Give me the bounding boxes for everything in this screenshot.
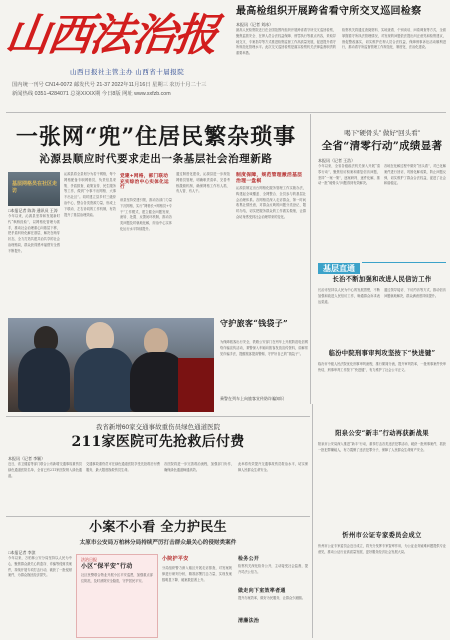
lead-inset-photo xyxy=(8,172,60,206)
divider xyxy=(6,416,310,417)
lead-side-title-2[interactable]: 制度保障，规范管理激活基层治理一盘棋 xyxy=(236,172,303,184)
guard-caption: 乘警在列车上向旅客宣传防诈骗知识 xyxy=(220,396,284,401)
lead-text-col2: 沁源县将全县划分为若干网格，每个网格配备专职网格员，负责信息采集、矛盾排查、政策宣传、民生服务等工作，做到“小事不出网格、大事不出社区”。同时建立县乡村三级综治中心，整合各类资源力量，形成上下联动、左右协同的工作机制，有效提升了基层治理效能。 xyxy=(64,172,116,217)
police-headline[interactable]: 小案不小看 全力护民生 xyxy=(89,520,227,535)
police-bottom-title-1[interactable]: 检务公开 xyxy=(238,556,260,562)
base-direct-item-1-text-2: 通过领导接访、下访约访等方式，推动信访问题就地解决，群众满意度持续提升。 xyxy=(384,288,446,298)
masthead xyxy=(2,4,224,100)
police-bottom-title-3[interactable]: 清廉法治 xyxy=(238,618,260,624)
right-story-1-headline[interactable]: 全省“清零行动”成绩显著 xyxy=(321,140,443,152)
base-direct-item-4[interactable]: 忻州市公证专家委员会成立 xyxy=(342,532,422,539)
lead-side-title-1[interactable]: 党建+网格，部门联动充实综治中心实体化运行 xyxy=(120,174,169,191)
lead-byline: □本报记者 陈涛 通讯员 王涛 xyxy=(8,208,58,213)
top-right-text-col2: 检察机关将通过查阅资料、实地查看、个别谈话、问卷调查等方式，全面掌握看守所执法管理情况，对发现的问题依法提出纠正意见和检察建议，督促整改落实，切实维护在押人员合法权益，保障刑事诉讼活动顺利进行，推动看守所监督管理工作规范化、制度化、法治化建设。 xyxy=(342,28,446,50)
base-direct-item-1[interactable]: 长治不断加强和改进人民信访工作 xyxy=(332,276,432,283)
police-text-col4: 提升办案效率，做好为民服务，让群众少跑腿。 xyxy=(238,596,305,600)
base-direct-item-2-text: 临汾市中级人民法院优化刑事审判流程，推行繁简分流，提升审判效率，一批刑事案件快审快结，刑事审判工作按下“快进键”，有力维护了社会公平正义。 xyxy=(318,362,446,372)
base-direct-header xyxy=(318,256,446,273)
hospital-headline[interactable]: 211家医院可先抢救后付费 xyxy=(71,434,245,450)
police-byline: □本报记者 李滨 xyxy=(8,550,36,555)
lead-text-col1: 今年以来，沁源县坚持和发展新时代“枫桥经验”，以网格化管理为抓手，推动社会治理重心向基层下移，把矛盾纠纷化解在基层、解决在萌芽状态，全力打造共建共治共享的社会治理格局，群众获得感幸福感安全感不断提升。 xyxy=(8,214,60,253)
police-subhead: 太原市公安局万柏林分局持续严厉打击群众最关心的侵财类案件 xyxy=(79,540,237,546)
photo-red-banner xyxy=(178,358,214,412)
column-divider xyxy=(310,114,311,404)
hospital-text-col2: 交通事故重伤员可在绿色通道医院享受先抢救后付费服务，最大限度挽救伤员生命。 xyxy=(86,462,160,472)
base-direct-item-2[interactable]: 临汾中院刑事审判攻坚按下“快进键” xyxy=(328,350,436,357)
hospital-text-col3: 各医院将进一步完善救治流程，加强部门协作，确保绿色通道畅通高效。 xyxy=(164,462,234,472)
police-bottom-title-2[interactable]: 做走向下室效率者通 xyxy=(238,588,286,594)
hospital-kicker: 我省新增60家交通事故重伤员绿色通道医院 xyxy=(95,424,221,431)
column-divider-lower xyxy=(312,404,313,638)
base-direct-tag: 基层直通 xyxy=(318,263,360,274)
hospital-text-col4: 此举将有效提升交通事故伤员救治水平，切实保障人民群众生命安全。 xyxy=(238,462,308,472)
photo-person-body-2 xyxy=(74,348,134,412)
guard-headline[interactable]: 守护旅客“钱袋子” xyxy=(220,318,288,328)
police-text-col1: 今年以来，万柏林公安分局坚持以人民为中心，聚焦群众最关心的盗窃、诈骗等侵财类案件，持续开展专项打击行动，破获了一批侵财案件，为群众挽回经济损失。 xyxy=(8,556,72,578)
divider xyxy=(6,516,310,517)
right-story-1-text-col2: 各地在化解过程中做好“回头看”，对已化解案件进行回访，巩固化解成果，防止问题反弹，切实维护了群众合法权益，促进了社会和谐稳定。 xyxy=(384,164,446,186)
base-direct-rule xyxy=(362,262,446,263)
newspaper-logo[interactable]: 山西法治报 xyxy=(2,10,220,61)
lead-text-col3: 该县坚持党建引领，推动各部门力量下沉网格，实行“网格长+网格员+专干”工作模式，建立健全问题发现、流转、处置、反馈闭环机制，推动各类问题及时就地化解，综治中心实体化运行水平持续提升。 xyxy=(120,198,172,231)
police-side-kicker: 法治日报 xyxy=(81,557,97,562)
police-side-sub[interactable]: 小区“保平安”行动 xyxy=(81,563,133,570)
masthead-info-line-2: 新闻热线 0351-4284071 总第XXXX期 今日8版 网址 www.sxfzb.com xyxy=(12,91,171,97)
inset-label: 基层网格员在社区走访 xyxy=(12,181,58,194)
guard-text: 为保障旅客出行安全，铁路公安部门在列车上开展防范电信网络诈骗宣传活动，乘警深入车厢向旅客发放宣传资料，讲解常见诈骗手法，提醒旅客提高警惕，守护好自己的“钱袋子”。 xyxy=(220,340,308,356)
photo-person-head-3 xyxy=(144,328,168,354)
lead-text-col5: 沁源县制定出台网格化服务管理工作实施办法，构建起全域覆盖、全网整合、全员参与的基层社会治理体系。各网格员深入走访群众，第一时间收集社情民意，对群众反映的问题分类登记、限时办结，切实把服务群众的工作做实做细，让群众切身感受到社会治理带来的变化。 xyxy=(236,186,306,219)
lead-subhead: 沁源县顺应时代要求走出一条基层社会治理新路 xyxy=(39,153,273,165)
top-right-headline[interactable]: 最高检组织开展跨省看守所交叉巡回检察 xyxy=(236,6,422,17)
right-story-1-text-col1: 今年以来，全省各级政法机关深入开展“清零行动”，聚焦信访积案和重复信访问题，坚持“一案一策”，逐案研判、逐件化解，推动一批“硬骨头”问题得到有效解决。 xyxy=(318,164,380,186)
right-story-1-byline: 本报讯（记者 王浩） xyxy=(318,158,356,163)
lead-text-col4: 通过制度化建设，沁源县进一步规范网格员管理，明确职责清单，完善考核激励机制，确保网格工作有人抓、有人管、有人干。 xyxy=(176,172,230,194)
masthead-info-line-1: 国内统一刊号 CN14-0072 邮发代号 21-37 2022年11月16日 星期三 农历十月二十三 xyxy=(12,82,207,88)
base-direct-item-1-text-1: 长治市坚持以人民为中心的发展思想，不断加强和改进人民信访工作，畅通群众诉求表达渠道。 xyxy=(318,288,380,304)
hospital-text-col1: 近日，省卫健委等部门联合公布新增交通事故重伤员绿色通道医院名单，全省已有211家医院纳入绿色通道。 xyxy=(8,462,82,478)
police-text-col2: 分局组织警力深入辖区开展走访排查，对发案规律进行研判分析，精准部署打击力量，实现发案数明显下降、破案数显著上升。 xyxy=(162,566,232,582)
hospital-byline: 本报讯（记者 李颖） xyxy=(8,456,46,461)
top-right-text-col1: 最高人民检察院近日在全国范围内组织开展跨省看守所交叉巡回检察，聚焦监管安全、在押人员合法权益保障、刑罚执行等重点内容，采取异地交叉、专案指导等方式推进检察监督工作高质量发展，促进提升看守所规范化管理水平。此次交叉巡回检察是落实检察机关法律监督职责的重要举措。 xyxy=(236,28,336,56)
divider xyxy=(6,112,446,113)
right-story-1-kicker: 喝下“硬骨头” 做好“回头看” xyxy=(344,130,420,137)
base-direct-item-3-text: 阳泉市公安局深入推进“新丰”行动，重拳打击各类违法犯罪活动，破获一批刑事案件，抓获一批犯罪嫌疑人，有力震慑了违法犯罪分子，保障了人民群众生命财产安全。 xyxy=(318,442,446,452)
police-side-title[interactable]: 小院护平安 xyxy=(162,556,189,562)
lead-headline[interactable]: 一张网“兜”住居民繁杂琐事 xyxy=(15,124,297,150)
masthead-subtitle: 山西日报社主管主办 山西省十届报院 xyxy=(70,69,185,76)
base-direct-item-3[interactable]: 阳泉公安“新丰”行动再获新战果 xyxy=(335,430,429,437)
lead-photo[interactable] xyxy=(8,318,214,412)
police-text-col3: 检察机关深化检务公开，主动接受社会监督，提升司法公信力。 xyxy=(238,564,308,574)
base-direct-item-4-text: 忻州市公证专家委员会近日成立，将充分发挥专家智库作用，为公证业务疑难问题提供专业意见，推动公证行业高质量发展，更好服务经济社会发展大局。 xyxy=(318,544,446,554)
police-sidebar-box xyxy=(76,554,158,638)
photo-person-body-1 xyxy=(18,348,70,412)
police-side-text: 社区民警联合物业开展小区平安巡逻，加强重点部位防范，及时消除安全隐患，守护居民平安。 xyxy=(81,573,153,583)
top-right-byline: 本报讯（记者 刘冰） xyxy=(236,22,274,27)
